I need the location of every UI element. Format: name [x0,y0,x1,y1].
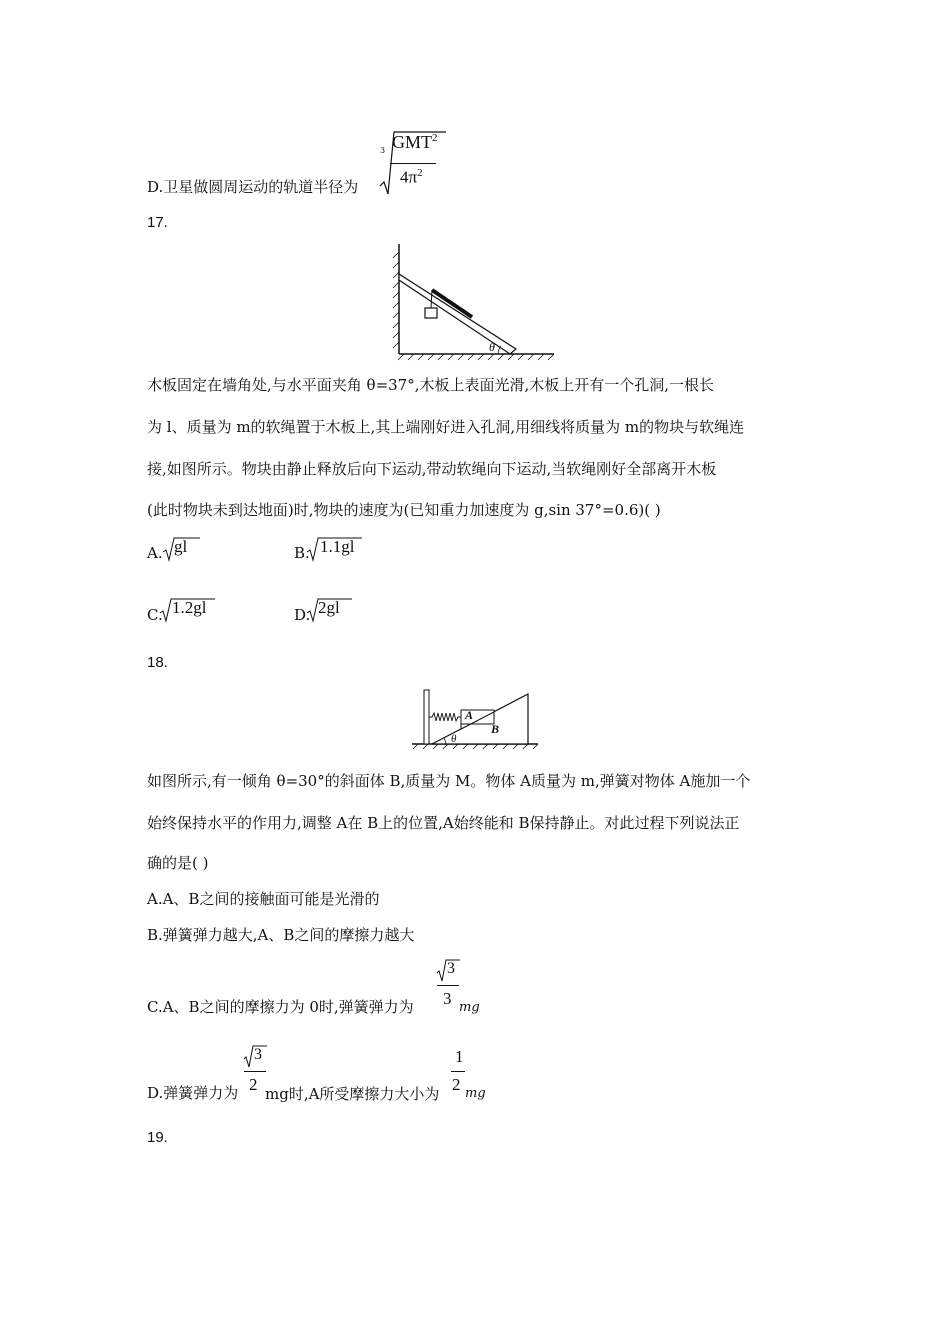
q16-denominator-text: 4π [400,167,418,187]
q18-option-c-bar [437,985,459,986]
q16-numerator-exp: 2 [432,132,438,144]
q18-option-d-mid [265,1084,439,1104]
q17-option-d-value: 2gl [318,598,340,617]
q16-denominator-exp: 2 [417,167,423,179]
q18-option-c-numerator: 3 [447,960,455,977]
q16-numerator [392,132,438,153]
q17-stem-line3: 接,如图所示。物块由静止释放后向下运动,带动软绳向下运动,当软绳刚好全部离开木板 [147,460,717,478]
q18-option-d-numerator-2: 1 [455,1047,464,1066]
q18-option-d-bar-1 [244,1071,266,1072]
q18-option-d-bar-2 [451,1071,465,1072]
q17-figure [392,242,562,362]
q16-option-d [147,177,358,197]
q17-option-c-value: 1.2gl [172,598,207,617]
q16-fraction-bar [390,163,436,164]
q18-stem-line1: 如图所示,有一倾角 θ=30°的斜面体 B,质量为 M。物体 A质量为 m,弹簧对物体 A施加一个 [147,772,751,790]
q18-option-c-prefix: C.A、B之间的摩擦力为 0时,弹簧弹力为 [147,998,414,1016]
q17-option-b-label: B. [294,544,310,562]
q18-option-d [147,1083,238,1103]
q16-option-d-text: D.卫星做圆周运动的轨道半径为 [147,178,359,196]
q18-option-d-mid-text: mg时,A所受摩擦力大小为 [265,1085,440,1103]
q16-denominator [400,167,423,188]
q18-option-d-numerator-1: 3 [254,1046,262,1063]
q18-number: 18. [147,654,168,671]
q19-number: 19. [147,1129,168,1146]
q18-figure-label-a: A [465,708,474,722]
q18-option-c [147,997,414,1017]
q18-stem-line3: 确的是( ) [147,854,209,872]
q18-option-d-prefix: D.弹簧弹力为 [147,1084,239,1102]
q18-option-d-denominator-2: 2 [452,1075,461,1094]
q17-stem-line1: 木板固定在墙角处,与水平面夹角 θ=37°,木板上表面光滑,木板上开有一个孔洞,一根长 [147,376,715,394]
q18-option-d-denominator-1: 2 [249,1075,258,1094]
q17-figure-theta: θ [489,340,495,354]
q18-option-c-suffix: mg [459,1000,480,1015]
q18-figure-theta: θ [451,733,457,745]
q18-option-b: B.弹簧弹力越大,A、B之间的摩擦力越大 [147,926,415,944]
q18-option-a: A.A、B之间的接触面可能是光滑的 [147,890,380,908]
q18-option-d-suffix: mg [465,1086,486,1101]
q16-root-index: 3 [380,146,386,155]
q17-number: 17. [147,214,168,231]
q17-stem-line4: (此时物块未到达地面)时,物块的速度为(已知重力加速度为 g,sin 37°=0.6)( ) [147,501,661,519]
q16-numerator-text: GMT [392,132,432,152]
q17-option-c-label: C. [147,606,163,624]
q17-option-a-label: A. [147,544,163,562]
q17-stem-line2: 为 l、质量为 m的软绳置于木板上,其上端刚好进入孔洞,用细线将质量为 m的物块与软绳连 [147,418,745,436]
q18-stem-line2: 始终保持水平的作用力,调整 A在 B上的位置,A始终能和 B保持静止。对此过程下列说法正 [147,814,740,832]
q17-option-b-value: 1.1gl [320,537,355,556]
q17-option-a-value: gl [174,537,188,556]
q18-figure [410,688,540,750]
q18-figure-label-b: B [491,722,500,736]
q17-option-a [147,543,163,563]
q17-option-d-label: D. [294,606,311,624]
q18-option-c-denominator: 3 [443,989,452,1008]
